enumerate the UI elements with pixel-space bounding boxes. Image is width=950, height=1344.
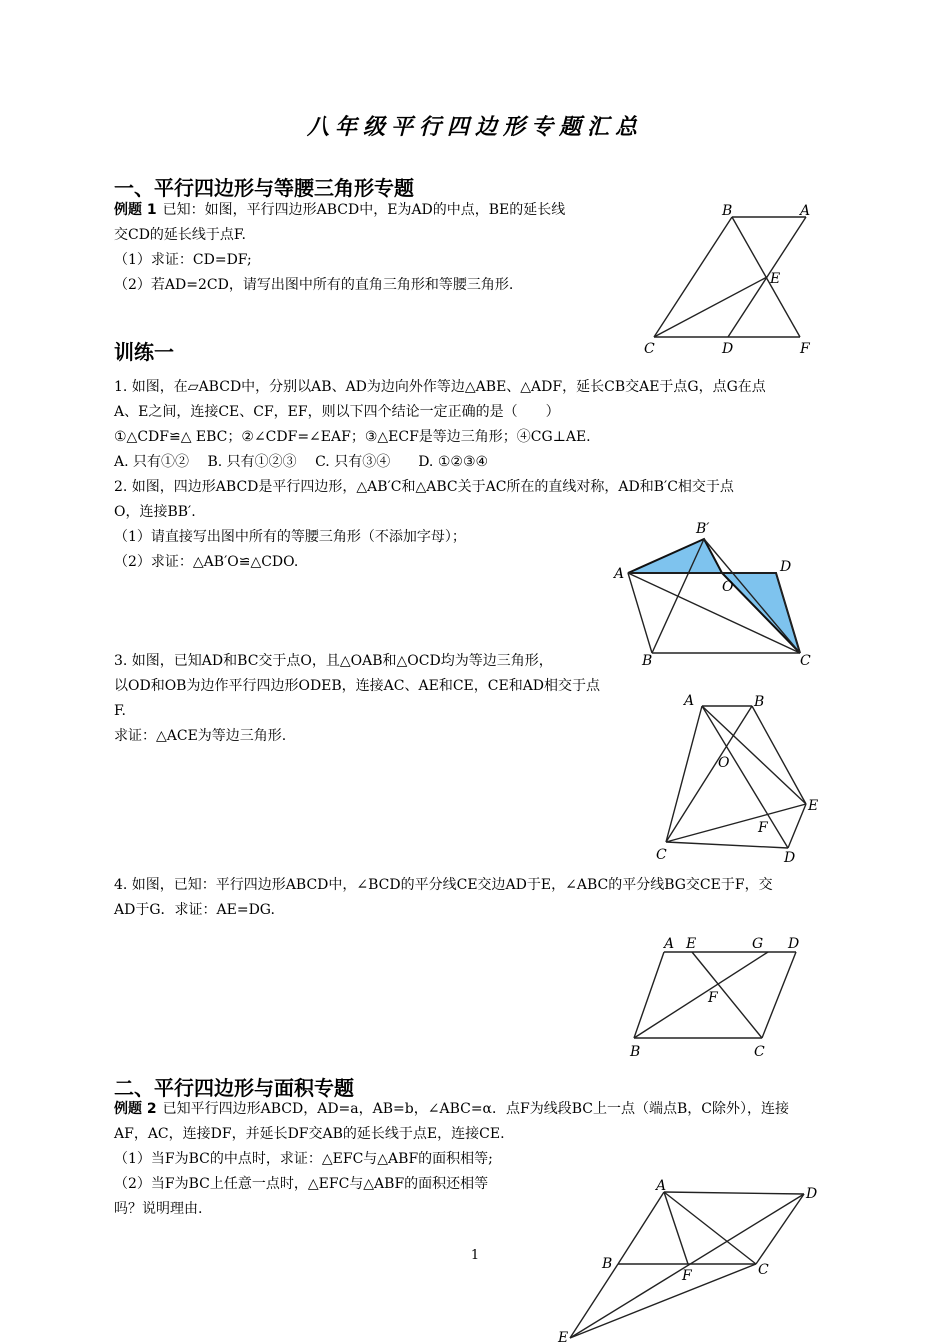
- section-heading-2: 二、平行四边形与面积专题: [114, 1076, 354, 1100]
- figure-2-diagram: [610, 515, 820, 675]
- fig1-label-b: B: [722, 203, 733, 219]
- fig3-label-c: C: [656, 847, 667, 863]
- problem-2-question-2: （2）求证：△AB′O≌△CDO.: [114, 554, 299, 570]
- fig2-label-b-prime: B′: [696, 521, 710, 537]
- fig3-label-a: A: [684, 693, 695, 709]
- problem-2-question-1: （1）请直接写出图中所有的等腰三角形（不添加字母）；: [114, 529, 466, 545]
- fig5-label-f: F: [682, 1268, 692, 1284]
- problem-1-line-1: 1. 如图，在▱ABCD中，分别以AB、AD为边向外作等边△ABE、△ADF，延长CB交AE于点G，点G在点: [114, 379, 766, 395]
- fig4-label-b: B: [630, 1044, 641, 1060]
- fig5-label-d: D: [806, 1186, 818, 1202]
- example-label: 例题 1: [114, 202, 157, 218]
- example-1-question-1: （1）求证：CD=DF;: [114, 252, 252, 268]
- section-heading-1: 一、平行四边形与等腰三角形专题: [114, 176, 414, 200]
- fig4-label-g: G: [752, 936, 764, 952]
- problem-3-line-3: F.: [114, 703, 126, 719]
- fig1-label-a: A: [800, 203, 811, 219]
- example-2-question-3: 吗？说明理由.: [114, 1201, 203, 1217]
- example-1-question-2: （2）若AD=2CD，请写出图中所有的直角三角形和等腰三角形.: [114, 277, 514, 293]
- problem-3-line-2: 以OD和OB为边作平行四边形ODEB，连接AC、AE和CE，CE和AD相交于点: [114, 678, 601, 694]
- figure-1-diagram: [630, 195, 830, 365]
- fig3-label-e: E: [808, 798, 819, 814]
- fig2-label-b: B: [642, 653, 653, 669]
- example-1-line-1: [114, 198, 565, 223]
- problem-3-line-4: 求证：△ACE为等边三角形.: [114, 728, 287, 744]
- fig4-label-c: C: [754, 1044, 765, 1060]
- figure-3-diagram: [650, 690, 830, 870]
- fig1-label-d: D: [722, 341, 734, 357]
- fig5-label-c: C: [758, 1262, 769, 1278]
- example-1-line-2: 交CD的延长线于点F.: [114, 227, 246, 243]
- fig3-label-b: B: [754, 694, 765, 710]
- fig5-label-e: E: [558, 1330, 569, 1344]
- fig3-label-o: O: [718, 755, 730, 771]
- fig2-label-o: O: [722, 579, 734, 595]
- example-2-line-2: AF，AC，连接DF，并延长DF交AB的延长线于点E，连接CE.: [114, 1126, 505, 1142]
- fig2-label-d: D: [780, 559, 792, 575]
- page-title: 八年级平行四边形专题汇总: [306, 114, 643, 140]
- example-2-question-2: （2）当F为BC上任意一点时，△EFC与△ABF的面积还相等: [114, 1176, 489, 1192]
- fig4-label-e: E: [686, 936, 697, 952]
- fig3-label-f: F: [758, 820, 768, 836]
- example-1-text: 已知：如图，平行四边形ABCD中，E为AD的中点，BE的延长线: [162, 202, 566, 218]
- fig4-label-f: F: [708, 990, 718, 1006]
- problem-3-line-1: 3. 如图，已知AD和BC交于点O，且△OAB和△OCD均为等边三角形，: [114, 653, 553, 669]
- problem-2-line-2: O，连接BB′.: [114, 504, 196, 520]
- figure-4-diagram: [620, 930, 820, 1065]
- fig5-label-b: B: [602, 1256, 613, 1272]
- fig1-label-e: E: [770, 271, 781, 287]
- problem-1-options: A. 只有①② B. 只有①②③ C. 只有③④ D. ①②③④: [114, 454, 489, 470]
- example-label: 例题 2: [114, 1101, 157, 1117]
- fig4-label-a: A: [664, 936, 675, 952]
- problem-1-line-2: A、E之间，连接CE、CF，EF，则以下四个结论一定正确的是（ ）: [114, 404, 560, 420]
- fig2-label-c: C: [800, 653, 811, 669]
- example-2-line-1: [114, 1097, 789, 1122]
- problem-2-line-1: 2. 如图，四边形ABCD是平行四边形，△AB′C和△ABC关于AC所在的直线对称，AD和B′C相交于点: [114, 479, 734, 495]
- fig1-label-f: F: [800, 341, 810, 357]
- fig4-label-d: D: [788, 936, 800, 952]
- example-2-text: 已知平行四边形ABCD，AD=a，AB=b，∠ABC=α．点F为线段BC上一点（端点B，C除外），连接: [162, 1101, 789, 1117]
- fig2-label-a: A: [614, 566, 625, 582]
- problem-4-line-1: 4. 如图，已知：平行四边形ABCD中，∠BCD的平分线CE交边AD于E，∠ABC的平分线BG交CE于F，交: [114, 877, 773, 893]
- fig1-label-c: C: [644, 341, 655, 357]
- fig5-label-a: A: [656, 1178, 667, 1194]
- problem-4-line-2: AD于G．求证：AE=DG.: [114, 902, 275, 918]
- fig3-label-d: D: [784, 850, 796, 866]
- example-2-question-1: （1）当F为BC的中点时，求证：△EFC与△ABF的面积相等;: [114, 1151, 493, 1167]
- problem-1-line-3: ①△CDF≌△ EBC；②∠CDF=∠EAF；③△ECF是等边三角形；④CG⊥AE.: [114, 429, 591, 445]
- page-number: 1: [470, 1248, 480, 1263]
- training-heading: 训练一: [114, 340, 174, 364]
